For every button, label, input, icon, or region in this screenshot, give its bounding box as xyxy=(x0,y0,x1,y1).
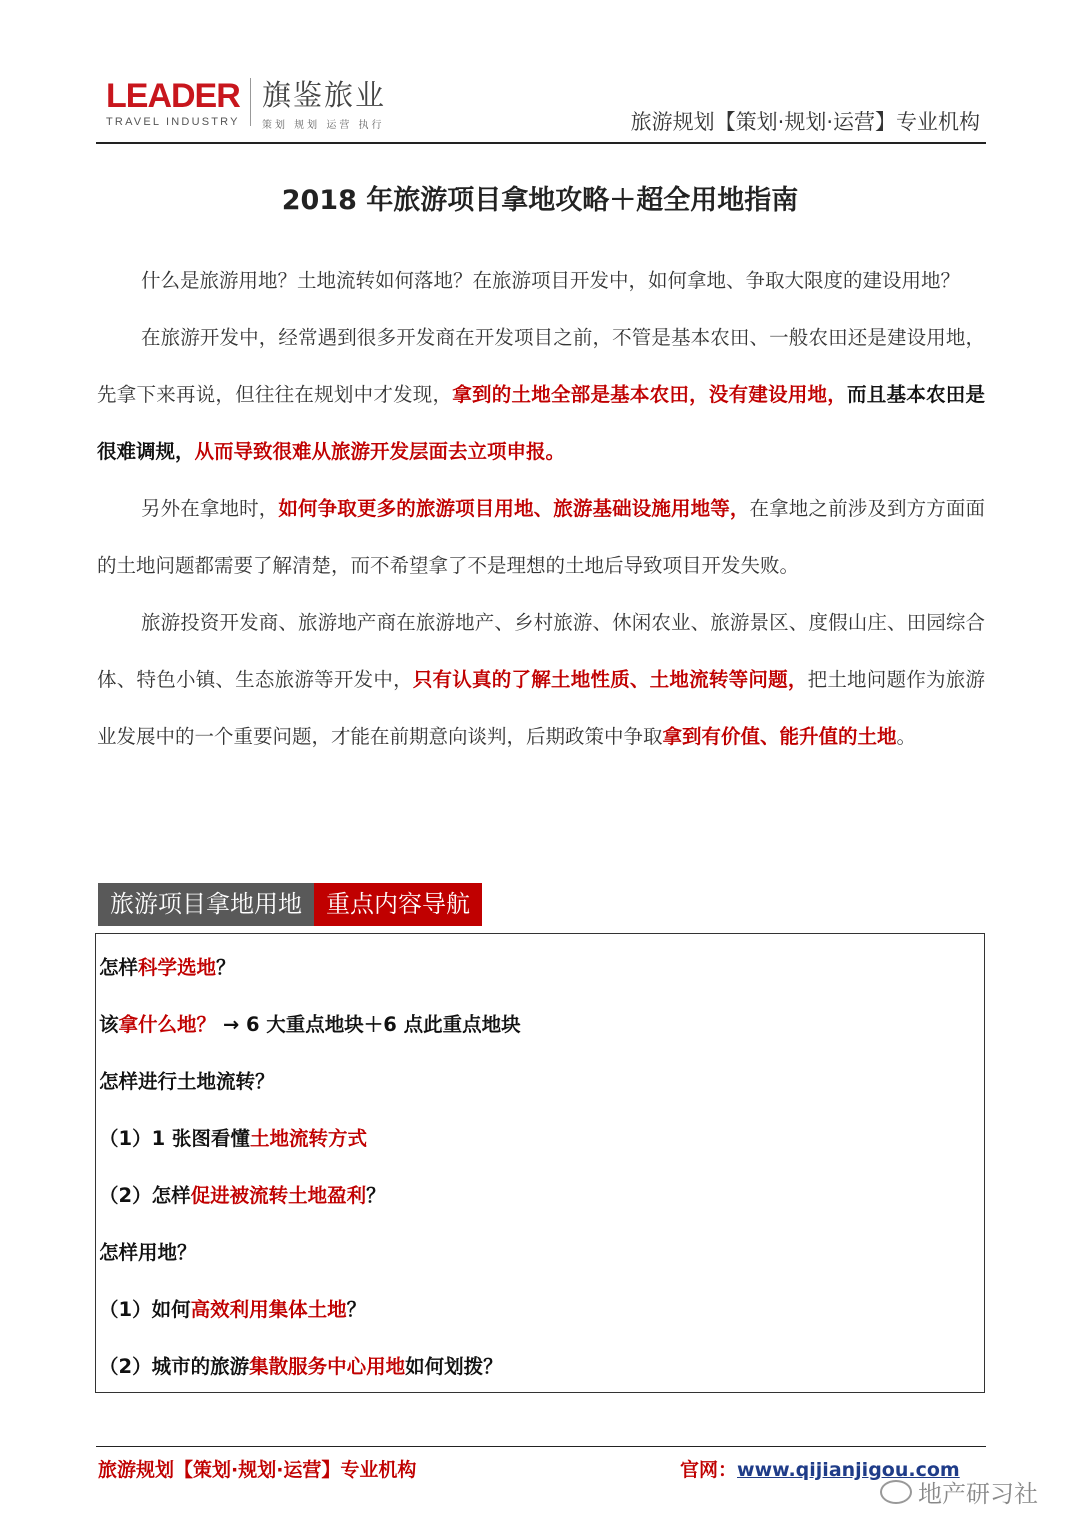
nav-item-text: （2）城市的旅游 xyxy=(99,1355,250,1378)
tab-land-use: 旅游项目拿地用地 xyxy=(98,883,314,926)
nav-item-text: 如何划拨？ xyxy=(405,1355,503,1378)
logo-subtitle: TRAVEL INDUSTRY xyxy=(106,116,240,128)
p3-text-1: 另外在拿地时， xyxy=(141,497,279,520)
website-link[interactable]: www.qijianjigou.com xyxy=(737,1459,960,1481)
logo-chinese-sub: 策划 规划 运营 执行 xyxy=(262,120,385,131)
nav-item-what-land xyxy=(99,1009,521,1037)
nav-item-highlight: 促进被流转土地盈利 xyxy=(190,1184,367,1207)
nav-item-highlight: 科学选地 xyxy=(138,956,217,979)
p4-text-2: 把土地问题作为旅游业发展中的一个重要问题，才能在前期意向谈判，后期政策中争取 xyxy=(97,668,985,748)
p2-highlight-1: 拿到的土地全部是基本农田，没有建设用地， xyxy=(452,383,848,406)
logo-chinese xyxy=(262,78,386,131)
nav-item-text: 该 xyxy=(99,1013,119,1036)
watermark xyxy=(880,1474,1038,1509)
nav-tabs xyxy=(98,883,482,926)
nav-item-select-land xyxy=(99,952,236,980)
nav-item-highlight: 高效利用集体土地 xyxy=(190,1298,347,1321)
nav-item-service-center xyxy=(99,1351,503,1379)
p1-text: 什么是旅游用地？土地流转如何落地？在旅游项目开发中，如何拿地、争取大限度的建设用地？ xyxy=(141,269,961,292)
logo-divider xyxy=(250,78,251,126)
p2-highlight-2: 从而导致很难从旅游开发层面去立项申报。 xyxy=(194,440,566,463)
page-header xyxy=(96,70,986,144)
tab-key-navigation: 重点内容导航 xyxy=(314,883,482,926)
nav-item-text: ？ xyxy=(346,1298,367,1321)
header-slogan: 旅游规划【策划·规划·运营】专业机构 xyxy=(630,110,980,134)
p4-highlight-1: 只有认真的了解土地性质、土地流转等问题， xyxy=(412,668,808,691)
nav-item-text: （1）如何 xyxy=(99,1298,191,1321)
p3-highlight: 如何争取更多的旅游项目用地、旅游基础设施用地等， xyxy=(278,497,750,520)
p4-text-3: 。 xyxy=(896,725,917,748)
p4-highlight-2: 拿到有价值、能升值的土地 xyxy=(662,725,897,748)
paragraph-1 xyxy=(97,252,985,309)
watermark-text: 地产研习社 xyxy=(918,1480,1038,1508)
p2-text: 在旅游开发中，经常遇到很多开发商在开发项目之前，不管是基本农田、一般农田还是建设用地，先拿下来再说，但往往在规划中才发现， xyxy=(97,326,985,406)
nav-item-text: （1）1 张图看懂 xyxy=(99,1127,250,1150)
nav-item-highlight: 拿什么地？ xyxy=(118,1013,217,1036)
logo-chinese-name: 旗鉴旅业 xyxy=(262,78,387,112)
website-label: 官网： xyxy=(680,1459,738,1481)
nav-item-text: → 6 大重点地块＋6 点此重点地块 xyxy=(216,1013,521,1036)
nav-item-highlight: 土地流转方式 xyxy=(249,1127,367,1150)
paragraph-3 xyxy=(97,480,985,594)
nav-item-land-transfer: 怎样进行土地流转？ xyxy=(99,1070,275,1093)
page-title: 2018 年旅游项目拿地攻略＋超全用地指南 xyxy=(281,185,799,216)
p3-text-2: 在拿地之前涉及到方方面面的土地问题都需要了解清楚，而不希望拿了不是理想的土地后导致项目开发失败。 xyxy=(97,497,985,577)
nav-item-how-use-land: 怎样用地？ xyxy=(99,1241,197,1264)
footer-slogan: 旅游规划【策划·规划·运营】专业机构 xyxy=(98,1459,417,1481)
nav-item-transfer-methods xyxy=(99,1123,367,1151)
nav-item-text: （2）怎样 xyxy=(99,1184,191,1207)
leader-logo xyxy=(106,78,240,128)
logo-word: LEADER xyxy=(106,77,240,115)
nav-item-text: ？ xyxy=(216,956,236,979)
paragraph-4 xyxy=(97,594,985,765)
nav-item-text: ？ xyxy=(366,1184,386,1207)
p4-text-1: 旅游投资开发商、旅游地产商在旅游地产、乡村旅游、休闲农业、旅游景区、度假山庄、田园综合体、特色小镇、生态旅游等开发中， xyxy=(97,611,985,691)
nav-item-highlight: 集散服务中心用地 xyxy=(249,1355,406,1378)
nav-item-text: 怎样 xyxy=(99,956,139,979)
nav-item-collective-land xyxy=(99,1294,366,1322)
navigation-box xyxy=(95,933,985,1393)
wechat-icon xyxy=(880,1480,912,1504)
footer-divider xyxy=(96,1446,986,1447)
article-body xyxy=(97,252,985,765)
paragraph-2 xyxy=(97,309,985,480)
nav-item-transfer-profit xyxy=(99,1180,386,1208)
p2-bold: 而且基本农田是很难调规， xyxy=(97,383,985,463)
